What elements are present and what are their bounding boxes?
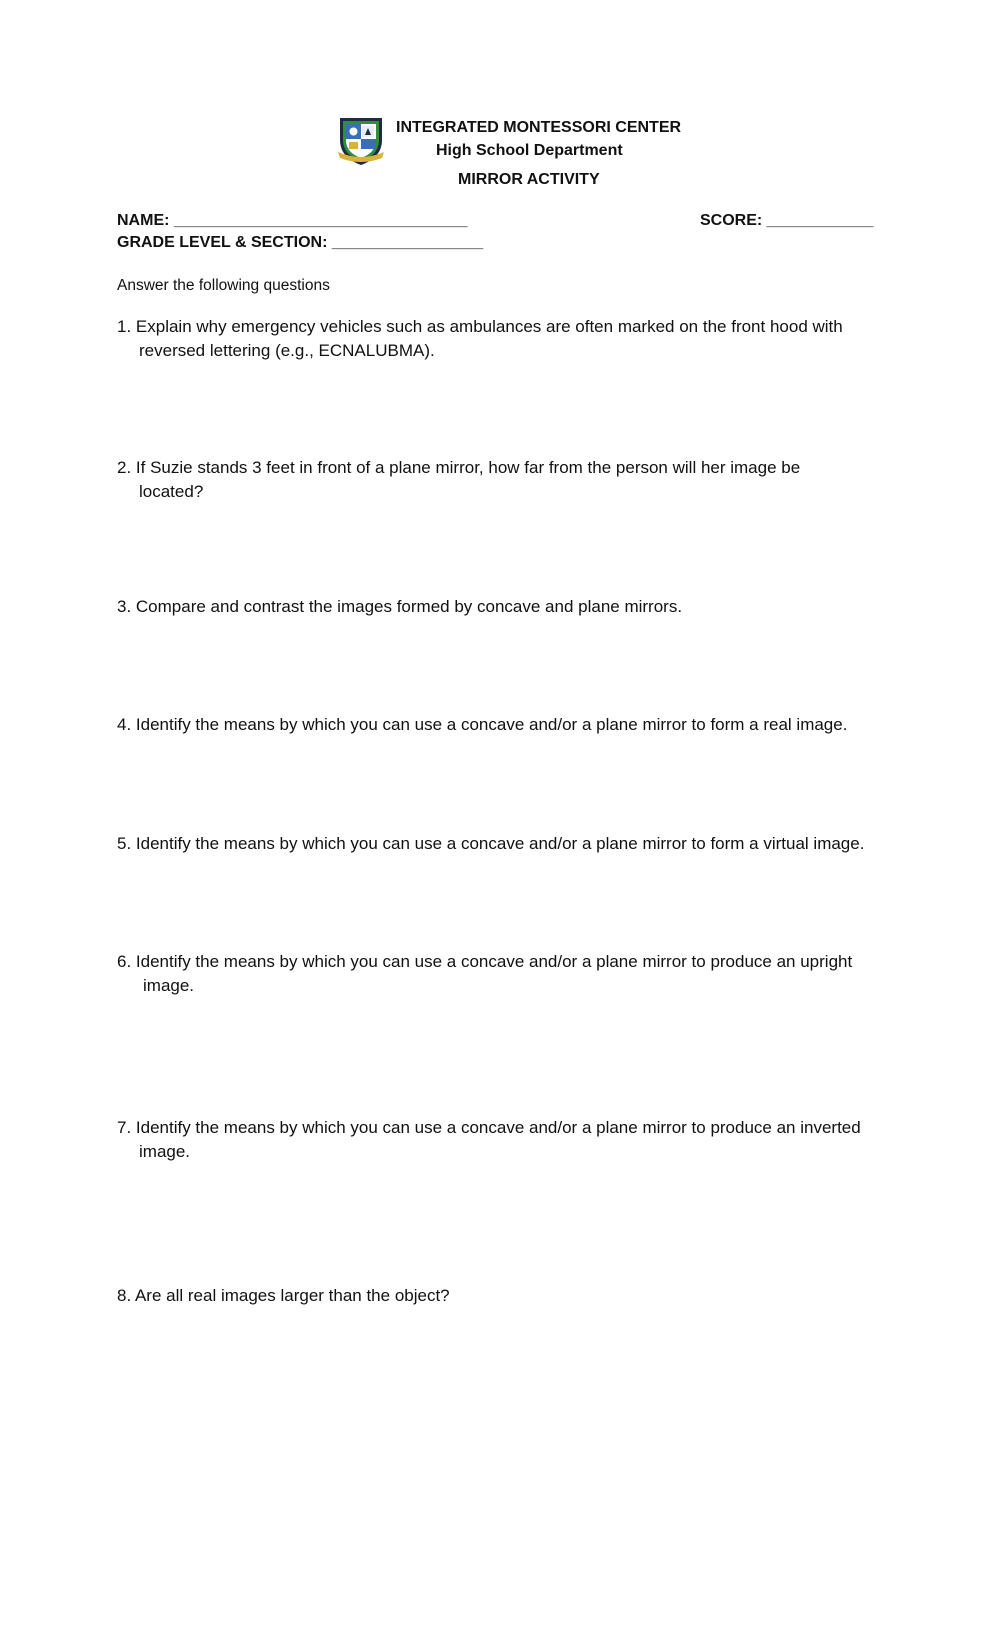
question-5 bbox=[117, 832, 917, 856]
question-text: 5. Identify the means by which you can use a concave and/or a plane mirror to form a virtual image. bbox=[117, 834, 865, 853]
activity-title: MIRROR ACTIVITY bbox=[458, 171, 600, 188]
question-2 bbox=[117, 456, 917, 504]
department-name: High School Department bbox=[436, 142, 623, 159]
question-1 bbox=[117, 315, 917, 363]
question-8 bbox=[117, 1284, 917, 1308]
score-field[interactable]: SCORE: ____________ bbox=[700, 212, 874, 229]
question-7 bbox=[117, 1116, 917, 1164]
question-text-continued: image. bbox=[139, 1142, 191, 1161]
question-text: 7. Identify the means by which you can use a concave and/or a plane mirror to produce an inverted bbox=[117, 1118, 861, 1137]
name-field[interactable]: NAME: _________________________________ bbox=[117, 212, 468, 229]
question-text: 1. Explain why emergency vehicles such as ambulances are often marked on the front hood with bbox=[117, 317, 843, 336]
question-6 bbox=[117, 950, 917, 998]
grade-section-field[interactable]: GRADE LEVEL & SECTION: _________________ bbox=[117, 234, 484, 251]
question-text-continued: image. bbox=[143, 976, 195, 995]
question-3 bbox=[117, 595, 917, 619]
question-text: 3. Compare and contrast the images formed by concave and plane mirrors. bbox=[117, 597, 683, 616]
question-text: 4. Identify the means by which you can use a concave and/or a plane mirror to form a real image. bbox=[117, 715, 848, 734]
instructions-text: Answer the following questions bbox=[117, 277, 330, 294]
question-text: 8. Are all real images larger than the object? bbox=[117, 1286, 450, 1305]
question-4 bbox=[117, 713, 917, 737]
question-text: 6. Identify the means by which you can use a concave and/or a plane mirror to produce an upright bbox=[117, 952, 853, 971]
question-text-continued: located? bbox=[139, 482, 204, 501]
question-text: 2. If Suzie stands 3 feet in front of a plane mirror, how far from the person will her image be bbox=[117, 458, 801, 477]
question-text-continued: reversed lettering (e.g., ECNALUBMA). bbox=[139, 341, 435, 360]
school-crest-icon bbox=[336, 114, 386, 166]
school-name: INTEGRATED MONTESSORI CENTER bbox=[396, 119, 682, 136]
